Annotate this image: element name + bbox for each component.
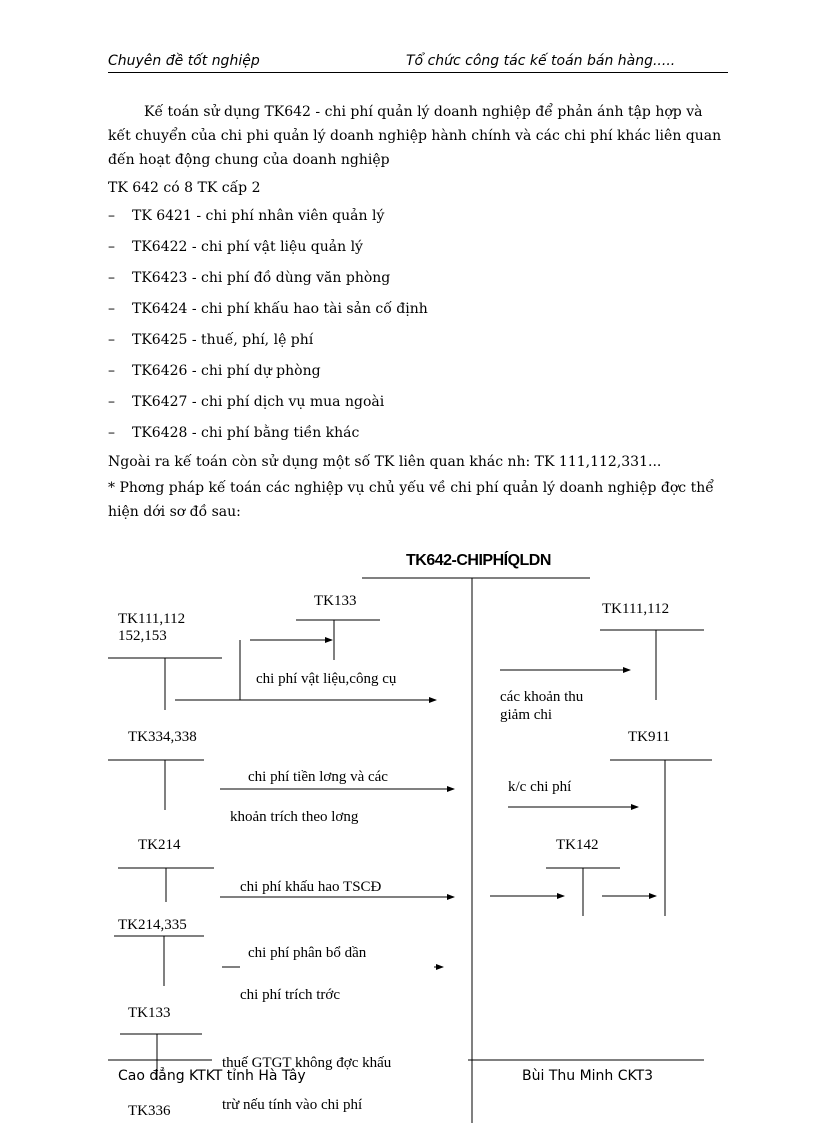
list-item: TK6426 - chi phí dự phòng [132, 363, 321, 379]
intro-paragraph: Kế toán sử dụng TK642 - chi phí quản lý doanh nghiệp để phản ánh tập hợp và kết chuyển của chi phi quản lý doanh nghiệp hành chính và các chi phí khác liên quan đến hoạt động chung của doanh nghiệp [108, 104, 722, 168]
list-item: TK6424 - chi phí khấu hao tài sản cố định [132, 301, 428, 317]
list-item: TK6425 - thuế, phí, lệ phí [132, 332, 314, 348]
list-item: TK 6421 - chi phí nhân viên quản lý [132, 208, 385, 224]
footer-left: Cao đẳng KTKT tỉnh Hà Tây [118, 1068, 306, 1084]
list-bullet: – [108, 425, 115, 441]
vat-label-1: thuế GTGT không đợc khấu [222, 1055, 392, 1071]
header-left: Chuyên đề tốt nghiệp [108, 53, 260, 69]
list-bullet: – [108, 239, 115, 255]
vat-label-2: trừ nếu tính vào chi phí [222, 1097, 363, 1113]
reduction-label-1: các khoản thu [500, 689, 584, 705]
list-bullet: – [108, 332, 115, 348]
method-line-1: * Phơng pháp kế toán các nghiệp vụ chủ yếu về chi phí quản lý doanh nghiệp đợc thể [108, 480, 714, 496]
tk334-label: TK334,338 [128, 729, 197, 745]
depreciation-label: chi phí khấu hao TSCĐ [240, 879, 382, 895]
salary-label-1: chi phí tiền lơng và các [248, 769, 388, 785]
tk111-left-label-2: 152,153 [118, 628, 167, 644]
tk911-label: TK911 [628, 729, 670, 745]
method-line-2: hiện dới sơ đồ sau: [108, 504, 241, 520]
diagram-title: TK642-CHIPHÍQLDN [406, 552, 551, 569]
header-rule [108, 72, 728, 73]
transfer-label: k/c chi phí [508, 779, 572, 795]
list-bullet: – [108, 208, 115, 224]
tk214-label: TK214 [138, 837, 181, 853]
footer-right: Bùi Thu Minh CKT3 [522, 1068, 654, 1084]
tk133-top-label: TK133 [314, 593, 357, 609]
list-bullet: – [108, 301, 115, 317]
tk142-label: TK142 [556, 837, 599, 853]
list-item: TK6427 - chi phí dịch vụ mua ngoài [132, 394, 385, 410]
list-bullet: – [108, 394, 115, 410]
list-bullet: – [108, 363, 115, 379]
salary-label-2: khoản trích theo lơng [230, 809, 359, 825]
tk133-bottom-label: TK133 [128, 1005, 171, 1021]
materials-label: chi phí vật liệu,công cụ [256, 671, 397, 687]
tk111-left-label-1: TK111,112 [118, 611, 186, 627]
list-bullet: – [108, 270, 115, 286]
tk111-right-label: TK111,112 [602, 601, 670, 617]
header-right: Tổ chức công tác kế toán bán hàng..... [406, 53, 676, 69]
list-item: TK6422 - chi phí vật liệu quản lý [132, 239, 363, 255]
other-accounts-text: Ngoài ra kế toán còn sử dụng một số TK liên quan khác nh: TK 111,112,331... [108, 454, 662, 470]
tk214-335-label: TK214,335 [118, 917, 187, 933]
list-item: TK6428 - chi phí bằng tiền khác [132, 425, 360, 441]
tk336-label: TK336 [128, 1103, 171, 1119]
accrual-label: chi phí trích trớc [240, 987, 340, 1003]
subheading: TK 642 có 8 TK cấp 2 [108, 180, 261, 196]
allocation-label: chi phí phân bổ dần [248, 945, 367, 961]
reduction-label-2: giảm chi [500, 707, 553, 723]
list-item: TK6423 - chi phí đồ dùng văn phòng [132, 270, 391, 286]
